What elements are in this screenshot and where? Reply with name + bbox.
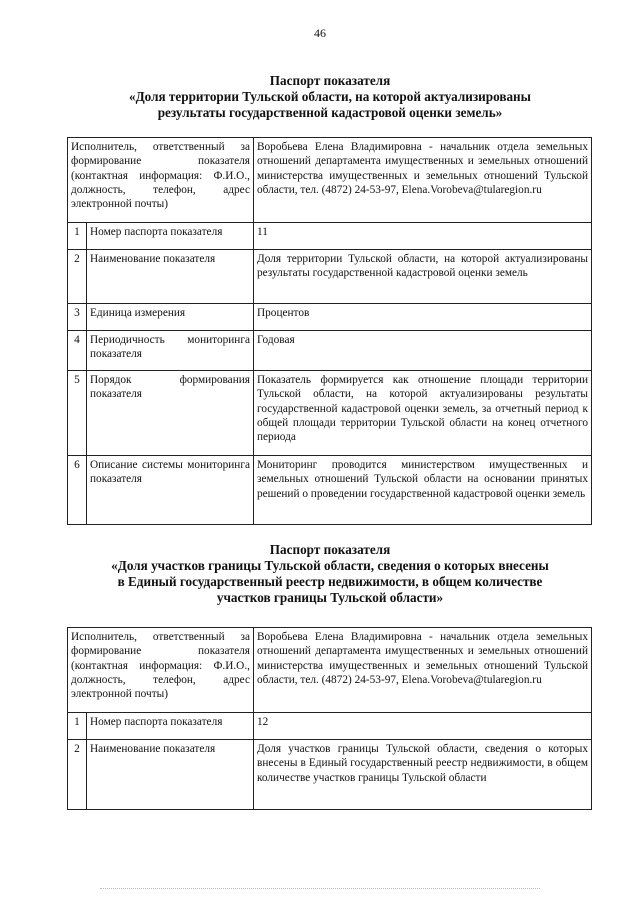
passport-1-title (60, 73, 600, 121)
table-row (68, 223, 592, 250)
row-number: 5 (68, 371, 87, 456)
row-value: Мониторинг проводится министерством имущественных и земельных отношений Тульской области на основании принятых решений о проведении государственной кадастровой оценки земель (254, 456, 592, 525)
title-line: «Доля территории Тульской области, на которой актуализированы (129, 89, 531, 104)
table-row (68, 250, 592, 304)
executor-value: Воробьева Елена Владимировна - начальник отдела земельных отношений департамента имущественных и земельных отношений министерства имущественных и земельных отношений Тульской области, тел. (4872) 24-53-97, Elena.Vorobeva@tularegion.ru (254, 628, 592, 713)
executor-label: Исполнитель, ответственный за формирование показателя (контактная информация: Ф.И.О., должность, телефон, адрес электронной почты) (68, 628, 254, 713)
row-number: 1 (68, 713, 87, 740)
passport-1-table (67, 137, 592, 525)
row-number: 6 (68, 456, 87, 525)
table-row-executor (68, 628, 592, 713)
title-line: в Единый государственный реестр недвижимости, в общем количестве (117, 574, 543, 589)
row-value: 11 (254, 223, 592, 250)
table-row (68, 371, 592, 456)
row-label: Единица измерения (87, 304, 254, 331)
executor-label: Исполнитель, ответственный за формирование показателя (контактная информация: Ф.И.О., должность, телефон, адрес электронной почты) (68, 138, 254, 223)
row-number: 3 (68, 304, 87, 331)
passport-2-table (67, 627, 592, 810)
table-row (68, 740, 592, 810)
row-value: Доля участков границы Тульской области, сведения о которых внесены в Единый государственный реестр недвижимости, в общем количестве участков границы Тульской области (254, 740, 592, 810)
row-label: Порядок формирования показателя (87, 371, 254, 456)
row-label: Периодичность мониторинга показателя (87, 331, 254, 371)
table-row-executor (68, 138, 592, 223)
title-line: участков границы Тульской области» (216, 590, 444, 605)
table-row (68, 331, 592, 371)
title-line: Паспорт показателя (269, 73, 391, 88)
row-label: Наименование показателя (87, 250, 254, 304)
page-bottom-divider (100, 888, 540, 889)
row-value: 12 (254, 713, 592, 740)
page-number: 46 (314, 26, 326, 40)
title-line: результаты государственной кадастровой оценки земель» (157, 105, 503, 120)
row-number: 2 (68, 740, 87, 810)
row-value: Процентов (254, 304, 592, 331)
executor-value: Воробьева Елена Владимировна - начальник отдела земельных отношений департамента имущественных и земельных отношений министерства имущественных и земельных отношений Тульской области, тел. (4872) 24-53-97, Elena.Vorobeva@tularegion.ru (254, 138, 592, 223)
row-label: Номер паспорта показателя (87, 223, 254, 250)
passport-2-title (60, 542, 600, 606)
row-number: 1 (68, 223, 87, 250)
table-row (68, 304, 592, 331)
row-label: Наименование показателя (87, 740, 254, 810)
row-label: Описание системы мониторинга показателя (87, 456, 254, 525)
row-value: Годовая (254, 331, 592, 371)
table-row (68, 713, 592, 740)
title-line: «Доля участков границы Тульской области, сведения о которых внесены (111, 558, 549, 573)
row-label: Номер паспорта показателя (87, 713, 254, 740)
row-number: 4 (68, 331, 87, 371)
row-value: Показатель формируется как отношение площади территории Тульской области, на которой актуализированы результаты государственной кадастровой оценки земель, за отчетный период к общей площади территории Тульской области на конец отчетного периода (254, 371, 592, 456)
row-value: Доля территории Тульской области, на которой актуализированы результаты государственной кадастровой оценки земель (254, 250, 592, 304)
table-row (68, 456, 592, 525)
title-line: Паспорт показателя (269, 542, 391, 557)
row-number: 2 (68, 250, 87, 304)
